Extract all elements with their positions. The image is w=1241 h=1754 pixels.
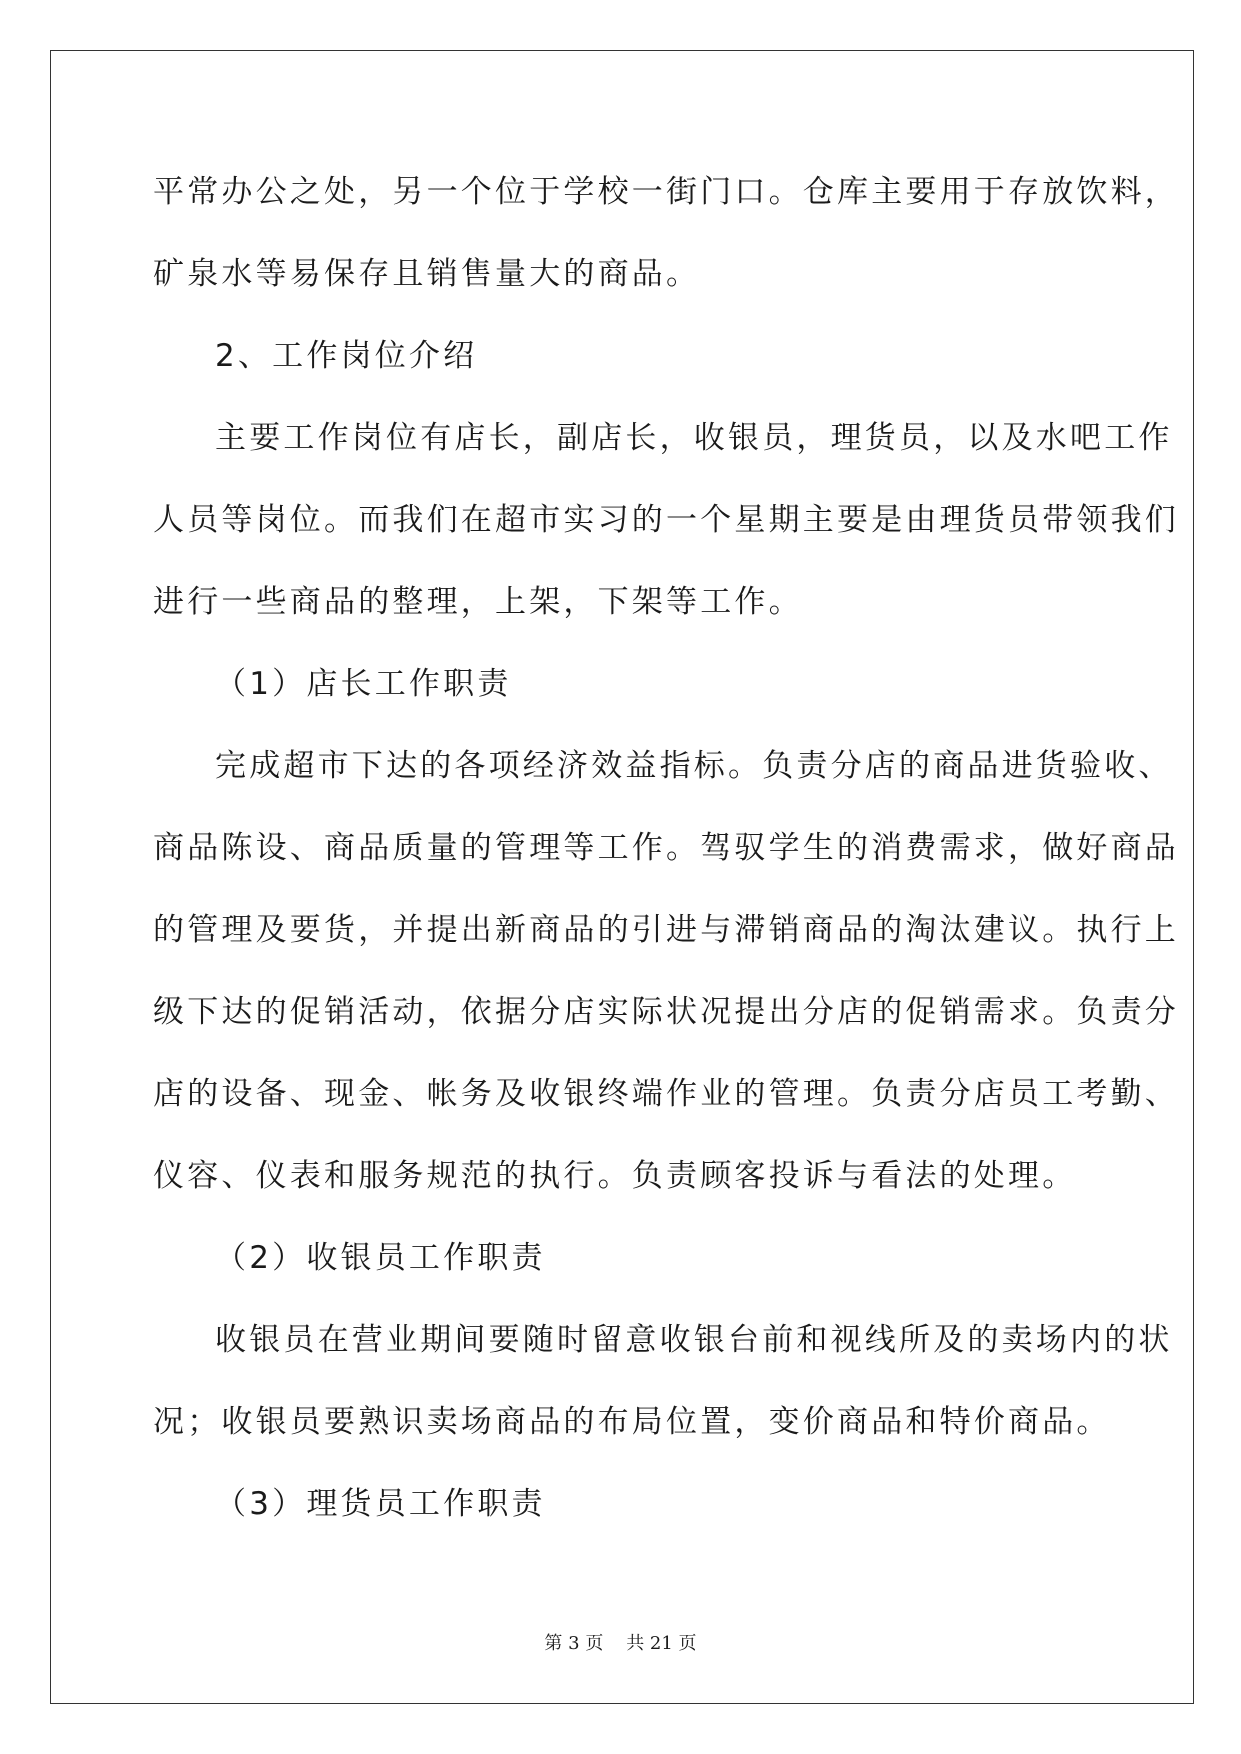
- body-line-13: 仪容、仪表和服务规范的执行。负责顾客投诉与看法的处理。: [153, 1158, 1077, 1194]
- page-border: [50, 50, 1194, 1704]
- body-line-1: 平常办公之处，另一个位于学校一街门口。仓库主要用于存放饮料，: [153, 174, 1179, 210]
- body-line-4: 主要工作岗位有店长，副店长，收银员，理货员，以及水吧工作: [215, 420, 1173, 456]
- subheading-store-manager: （1）店长工作职责: [215, 666, 512, 702]
- body-line-5: 人员等岗位。而我们在超市实习的一个星期主要是由理货员带领我们: [153, 502, 1179, 538]
- subheading-cashier: （2）收银员工作职责: [215, 1240, 546, 1276]
- body-line-8: 完成超市下达的各项经济效益指标。负责分店的商品进货验收、: [215, 748, 1173, 784]
- body-line-11: 级下达的促销活动，依据分店实际状况提出分店的促销需求。负责分: [153, 994, 1179, 1030]
- body-line-10: 的管理及要货，并提出新商品的引进与滞销商品的淘汰建议。执行上: [153, 912, 1179, 948]
- page-footer: 第 3 页 共 21 页: [544, 1633, 697, 1654]
- subheading-stock-clerk: （3）理货员工作职责: [215, 1486, 546, 1522]
- body-line-6: 进行一些商品的整理，上架，下架等工作。: [153, 584, 803, 620]
- body-line-9: 商品陈设、商品质量的管理等工作。驾驭学生的消费需求，做好商品: [153, 830, 1179, 866]
- body-line-15: 收银员在营业期间要随时留意收银台前和视线所及的卖场内的状: [215, 1322, 1173, 1358]
- body-line-16: 况；收银员要熟识卖场商品的布局位置，变价商品和特价商品。: [153, 1404, 1111, 1440]
- section-heading-work-positions: 2、工作岗位介绍: [215, 338, 478, 374]
- body-line-12: 店的设备、现金、帐务及收银终端作业的管理。负责分店员工考勤、: [153, 1076, 1179, 1112]
- body-line-2: 矿泉水等易保存且销售量大的商品。: [153, 256, 701, 292]
